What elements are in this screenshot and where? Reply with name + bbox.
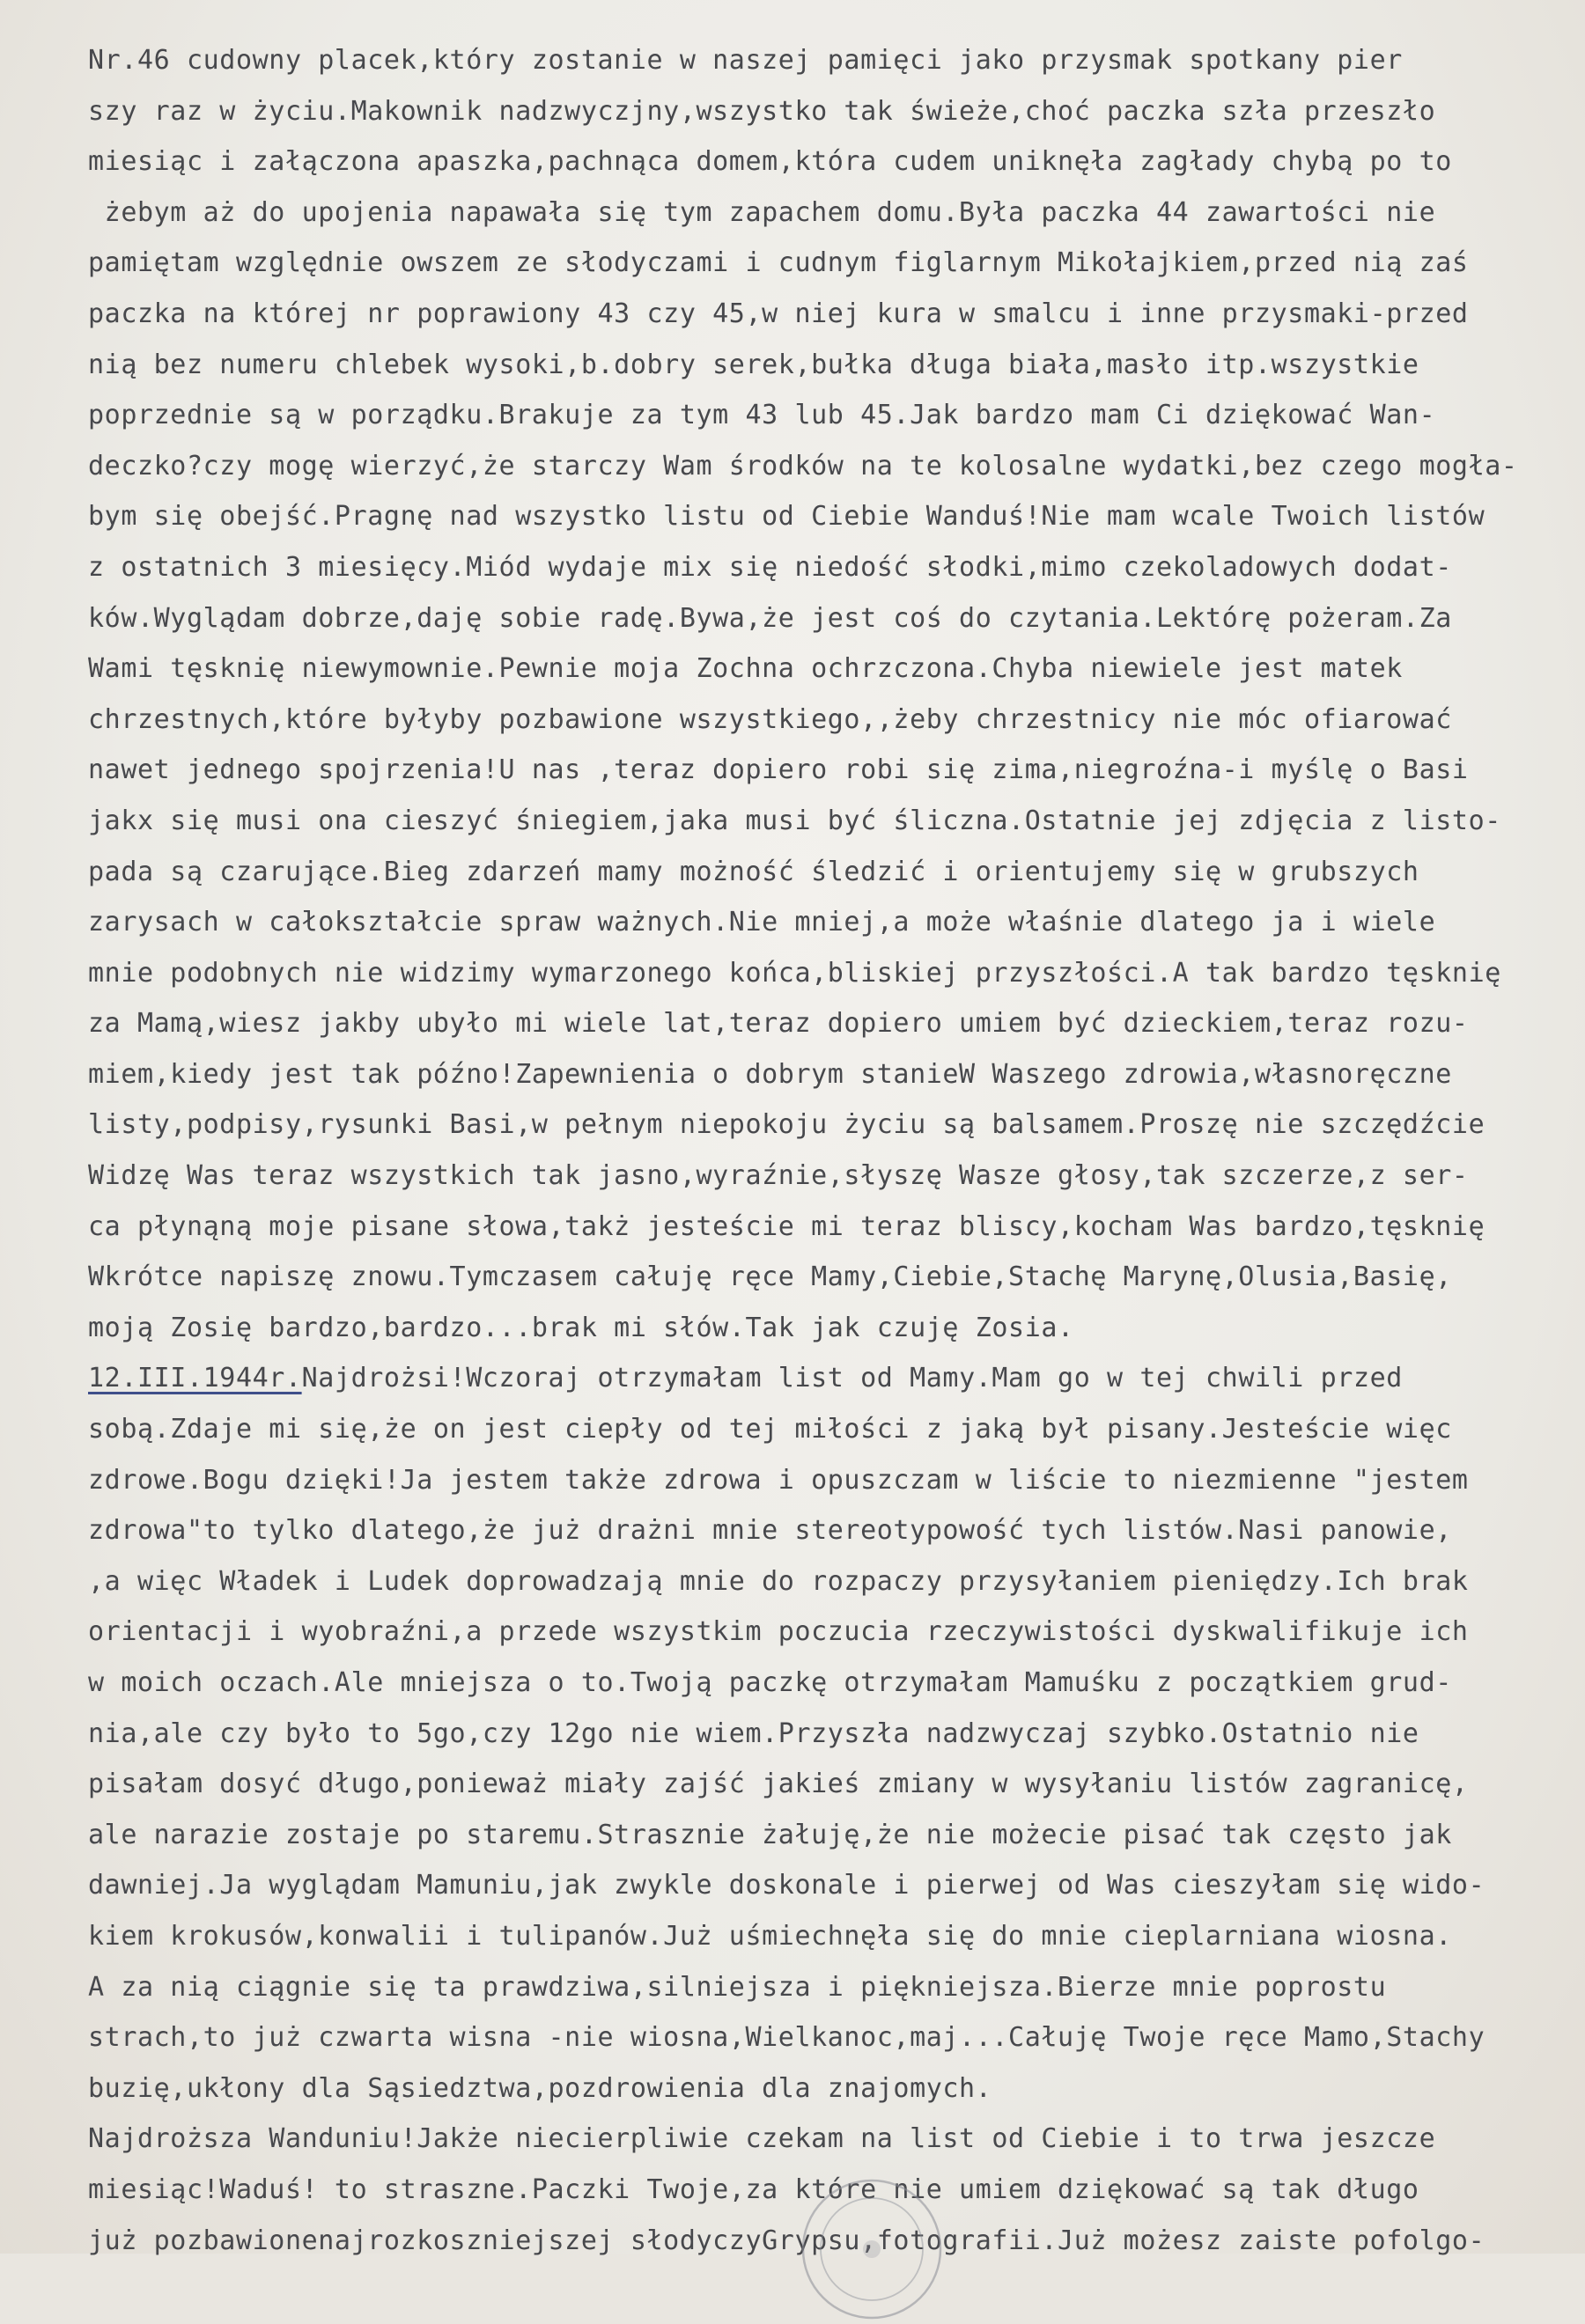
text-line: buzię,ukłony dla Sąsiedztwa,pozdrowienia dla znajomych. bbox=[88, 2072, 992, 2104]
text-line: zarysach w całokształcie spraw ważnych.Nie mniej,a może właśnie dlatego ja i wiele bbox=[88, 907, 1436, 938]
text-line: Najdroższa Wanduniu!Jakże niecierpliwie czekam na list od Ciebie i to trwa jeszcze bbox=[88, 2123, 1436, 2155]
text-line: nią bez numeru chlebek wysoki,b.dobry serek,bułka długa biała,masło itp.wszystkie bbox=[88, 349, 1419, 380]
text-line: nia,ale czy było to 5go,czy 12go nie wiem.Przyszła nadzwyczaj szybko.Ostatnio nie bbox=[88, 1717, 1419, 1749]
date-heading: 12.III.1944r. bbox=[88, 1363, 302, 1394]
text-line: Wkrótce napiszę znowu.Tymczasem całuję ręce Mamy,Ciebie,Stachę Marynę,Olusia,Basię, bbox=[88, 1261, 1452, 1293]
text-line: nawet jednego spojrzenia!U nas ,teraz dopiero robi się zima,niegroźna-i myślę o Basi bbox=[88, 754, 1469, 786]
text-line: zdrowe.Bogu dzięki!Ja jestem także zdrowa i opuszczam w liście to niezmienne "jestem bbox=[88, 1464, 1469, 1496]
text-line: sobą.Zdaje mi się,że on jest ciepły od tej miłości z jaką był pisany.Jesteście więc bbox=[88, 1414, 1452, 1445]
text-line: A za nią ciągnie się ta prawdziwa,silniejsza i piękniejsza.Bierze mnie poprostu bbox=[88, 1971, 1387, 2003]
text-line: pada są czarujące.Bieg zdarzeń mamy możność śledzić i orientujemy się w grubszych bbox=[88, 856, 1419, 887]
text-line: miesiąc!Waduś! to straszne.Paczki Twoje,za które nie umiem dziękować są tak długo bbox=[88, 2173, 1419, 2205]
text-line: mnie podobnych nie widzimy wymarzonego końca,bliskiej przyszłości.A tak bardzo tęsknię bbox=[88, 957, 1501, 989]
text-line: kiem krokusów,konwalii i tulipanów.Już uśmiechnęła się do mnie cieplarniana wiosna. bbox=[88, 1920, 1452, 1952]
text-line: żebym aż do upojenia napawała się tym zapachem domu.Była paczka 44 zawartości nie bbox=[88, 196, 1436, 228]
text-line: orientacji i wyobraźni,a przede wszystkim poczucia rzeczywistości dyskwalifikuje ich bbox=[88, 1616, 1469, 1648]
text-line: pisałam dosyć długo,ponieważ miały zajść jakieś zmiany w wysyłaniu listów zagranicę, bbox=[88, 1769, 1469, 1800]
text-line: zdrowa"to tylko dlatego,że już drażni mnie stereotypowość tych listów.Nasi panowie, bbox=[88, 1515, 1452, 1547]
text-line: pamiętam względnie owszem ze słodyczami i cudnym figlarnym Mikołajkiem,przed nią zaś bbox=[88, 247, 1469, 279]
text-line: dawniej.Ja wyglądam Mamuniu,jak zwykle doskonale i pierwej od Was cieszyłam się wido- bbox=[88, 1870, 1485, 1901]
text-line: już pozbawionenajrozkoszniejszej słodyczyGrypsu,fotografii.Już możesz zaiste pofolgo- bbox=[88, 2225, 1485, 2256]
text-line: poprzednie są w porządku.Brakuje za tym 43 lub 45.Jak bardzo mam Ci dziękować Wan- bbox=[88, 400, 1436, 431]
archive-stamp-icon bbox=[797, 2174, 947, 2324]
text-line: w moich oczach.Ale mniejsza o to.Twoją paczkę otrzymałam Mamuśku z początkiem grud- bbox=[88, 1667, 1452, 1698]
text-line: moją Zosię bardzo,bardzo...brak mi słów.Tak jak czuję Zosia. bbox=[88, 1312, 1074, 1343]
text-line: jakx się musi ona cieszyć śniegiem,jaka musi być śliczna.Ostatnie jej zdjęcia z listo- bbox=[88, 805, 1501, 836]
text-line: paczka na której nr poprawiony 43 czy 45,w niej kura w smalcu i inne przysmaki-przed bbox=[88, 298, 1469, 329]
text-line: bym się obejść.Pragnę nad wszystko listu od Ciebie Wanduś!Nie mam wcale Twoich listów bbox=[88, 501, 1485, 533]
text-line: Nr.46 cudowny placek,który zostanie w naszej pamięci jako przysmak spotkany pier bbox=[88, 45, 1403, 76]
text-line: listy,podpisy,rysunki Basi,w pełnym niepokoju życiu są balsamem.Proszę nie szczędźcie bbox=[88, 1109, 1485, 1141]
text-line: za Mamą,wiesz jakby ubyło mi wiele lat,teraz dopiero umiem być dzieckiem,teraz rozu- bbox=[88, 1008, 1469, 1040]
date-heading-rest: Najdrożsi!Wczoraj otrzymałam list od Mamy.Mam go w tej chwili przed bbox=[301, 1363, 1403, 1394]
text-line: z ostatnich 3 miesięcy.Miód wydaje mix się niedość słodki,mimo czekoladowych dodat- bbox=[88, 551, 1452, 583]
text-line: ale narazie zostaje po staremu.Strasznie żałuję,że nie możecie pisać tak często jak bbox=[88, 1819, 1452, 1850]
text-line: ków.Wyglądam dobrze,daję sobie radę.Bywa,że jest coś do czytania.Lektórę pożeram.Za bbox=[88, 602, 1452, 634]
text-line: deczko?czy mogę wierzyć,że starczy Wam środków na te kolosalne wydatki,bez czego mogła- bbox=[88, 450, 1518, 482]
text-line: Wami tęsknię niewymownie.Pewnie moja Zochna ochrzczona.Chyba niewiele jest matek bbox=[88, 653, 1403, 685]
typed-letter-text bbox=[88, 35, 1567, 2266]
text-line: szy raz w życiu.Makownik nadzwyczjny,wszystko tak świeże,choć paczka szła przeszło bbox=[88, 95, 1436, 127]
text-line: strach,to już czwarta wisna -nie wiosna,Wielkanoc,maj...Całuję Twoje ręce Mamo,Stachy bbox=[88, 2022, 1485, 2054]
text-line: miesiąc i załączona apaszka,pachnąca domem,która cudem uniknęła zagłady chybą po to bbox=[88, 146, 1452, 178]
text-line: Widzę Was teraz wszystkich tak jasno,wyraźnie,słyszę Wasze głosy,tak szczerze,z ser- bbox=[88, 1160, 1469, 1192]
text-line: ca płynąną moje pisane słowa,takż jesteście mi teraz bliscy,kocham Was bardzo,tęsknię bbox=[88, 1210, 1485, 1242]
text-line: miem,kiedy jest tak późno!Zapewnienia o dobrym stanieW Waszego zdrowia,własnoręczne bbox=[88, 1058, 1452, 1090]
dated-entry-line bbox=[88, 1353, 1567, 1404]
text-line: ,a więc Władek i Ludek doprowadzają mnie do rozpaczy przysyłaniem pieniędzy.Ich brak bbox=[88, 1565, 1469, 1597]
text-line: chrzestnych,które byłyby pozbawione wszystkiego,,żeby chrzestnicy nie móc ofiarować bbox=[88, 703, 1452, 735]
